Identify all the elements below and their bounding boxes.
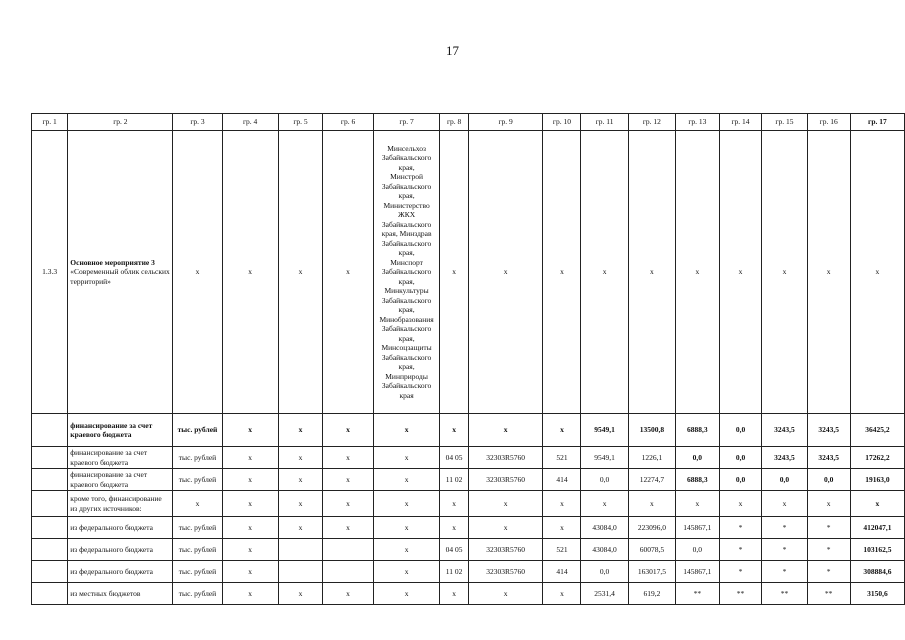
value-cell: х (440, 491, 468, 517)
value-cell: х (468, 517, 543, 539)
value-cell: х (581, 491, 628, 517)
value-cell: х (222, 447, 278, 469)
value-cell: 32303R5760 (468, 469, 543, 491)
row-number (32, 539, 68, 561)
value-cell: * (762, 561, 807, 583)
row-number (32, 517, 68, 539)
value-cell: ** (676, 583, 720, 605)
row-number: 1.3.3 (32, 131, 68, 414)
value-cell: 0,0 (719, 469, 762, 491)
value-cell: 6888,3 (676, 414, 720, 447)
row-number (32, 561, 68, 583)
value-cell: 412047,1 (850, 517, 904, 539)
value-cell: 163017,5 (628, 561, 675, 583)
row-number (32, 583, 68, 605)
value-cell: 9549,1 (581, 414, 628, 447)
financing-row (32, 539, 905, 561)
value-cell: 32303R5760 (468, 561, 543, 583)
value-cell: х (323, 447, 373, 469)
activity-name (68, 131, 173, 414)
value-cell: х (543, 583, 581, 605)
main-activity-row (32, 131, 905, 414)
financing-row (32, 491, 905, 517)
unit-cell: тыс. рублей (173, 539, 222, 561)
value-cell: х (222, 583, 278, 605)
cell: х (807, 131, 850, 414)
header-cell: гр. 2 (68, 114, 173, 131)
financing-row (32, 414, 905, 447)
unit-cell: тыс. рублей (173, 447, 222, 469)
value-cell: х (373, 447, 440, 469)
value-cell: ** (762, 583, 807, 605)
value-cell: * (807, 539, 850, 561)
value-cell: 0,0 (807, 469, 850, 491)
unit-cell: тыс. рублей (173, 414, 222, 447)
value-cell: х (222, 414, 278, 447)
value-cell: 308884,6 (850, 561, 904, 583)
value-cell: х (440, 414, 468, 447)
value-cell: 521 (543, 447, 581, 469)
header-cell: гр. 14 (719, 114, 762, 131)
unit-cell: тыс. рублей (173, 469, 222, 491)
row-label: финансирование за счет краевого бюджета (68, 469, 173, 491)
value-cell: 3243,5 (762, 447, 807, 469)
unit-cell: х (173, 491, 222, 517)
activity-title: Основное мероприятие 3 (70, 257, 155, 267)
cell: х (676, 131, 720, 414)
header-cell: гр. 11 (581, 114, 628, 131)
value-cell: * (807, 561, 850, 583)
value-cell: х (373, 491, 440, 517)
cell: х (762, 131, 807, 414)
value-cell: * (719, 539, 762, 561)
value-cell: 32303R5760 (468, 447, 543, 469)
header-cell: гр. 3 (173, 114, 222, 131)
value-cell: 9549,1 (581, 447, 628, 469)
value-cell: 12274,7 (628, 469, 675, 491)
value-cell: х (278, 469, 323, 491)
value-cell: 2531,4 (581, 583, 628, 605)
header-cell: гр. 7 (373, 114, 440, 131)
value-cell: * (807, 517, 850, 539)
row-label: кроме того, финансирование из других источников: (68, 491, 173, 517)
value-cell: 11 02 (440, 469, 468, 491)
header-cell: гр. 15 (762, 114, 807, 131)
value-cell: 0,0 (719, 414, 762, 447)
header-cell: гр. 9 (468, 114, 543, 131)
executors-cell: Минсельхоз Забайкальского края, Минстрой Забайкальского края, Министерство ЖКХ Забайкальского края, Минздрав Забайкальского края, Минспорт Забайкальского края, Минкультуры Забайкальского края, Минобразования Забайкальского края, Минсоцзащиты Забайкальского края, Минприроды Забайкальского края (373, 131, 440, 414)
value-cell: х (543, 414, 581, 447)
value-cell: х (278, 447, 323, 469)
value-cell: 36425,2 (850, 414, 904, 447)
value-cell: х (762, 491, 807, 517)
cell: х (222, 131, 278, 414)
value-cell: х (373, 414, 440, 447)
value-cell: х (278, 491, 323, 517)
row-number (32, 447, 68, 469)
row-label: из федерального бюджета (68, 561, 173, 583)
value-cell (278, 539, 323, 561)
financing-row (32, 561, 905, 583)
value-cell: 04 05 (440, 539, 468, 561)
value-cell: х (278, 414, 323, 447)
value-cell: х (323, 491, 373, 517)
value-cell: 0,0 (762, 469, 807, 491)
financing-row (32, 583, 905, 605)
row-number (32, 414, 68, 447)
header-cell: гр. 12 (628, 114, 675, 131)
value-cell: 619,2 (628, 583, 675, 605)
program-table (31, 113, 905, 605)
value-cell: 145867,1 (676, 561, 720, 583)
cell: х (468, 131, 543, 414)
header-cell: гр. 17 (850, 114, 904, 131)
value-cell: х (543, 491, 581, 517)
value-cell: х (373, 469, 440, 491)
header-cell: гр. 1 (32, 114, 68, 131)
row-label: из местных бюджетов (68, 583, 173, 605)
value-cell: х (373, 583, 440, 605)
cell: х (581, 131, 628, 414)
value-cell: х (323, 414, 373, 447)
row-number (32, 469, 68, 491)
header-cell: гр. 10 (543, 114, 581, 131)
value-cell: 0,0 (676, 447, 720, 469)
value-cell: 6888,3 (676, 469, 720, 491)
value-cell (323, 561, 373, 583)
cell: х (543, 131, 581, 414)
value-cell: х (323, 517, 373, 539)
header-cell: гр. 4 (222, 114, 278, 131)
row-number (32, 491, 68, 517)
header-cell: гр. 6 (323, 114, 373, 131)
value-cell: 3243,5 (807, 414, 850, 447)
value-cell: х (323, 469, 373, 491)
value-cell: х (278, 583, 323, 605)
activity-subtitle: «Современный облик сельских территорий» (70, 267, 170, 286)
row-label: финансирование за счет краевого бюджета (68, 447, 173, 469)
value-cell: 60078,5 (628, 539, 675, 561)
financing-row (32, 469, 905, 491)
value-cell: 11 02 (440, 561, 468, 583)
value-cell: ** (719, 583, 762, 605)
value-cell: х (323, 583, 373, 605)
unit-cell: тыс. рублей (173, 583, 222, 605)
cell: х (173, 131, 222, 414)
value-cell: 1226,1 (628, 447, 675, 469)
value-cell: * (719, 517, 762, 539)
value-cell: 521 (543, 539, 581, 561)
value-cell: 103162,5 (850, 539, 904, 561)
value-cell: х (440, 517, 468, 539)
row-label: из федерального бюджета (68, 517, 173, 539)
value-cell: * (762, 517, 807, 539)
value-cell: 32303R5760 (468, 539, 543, 561)
value-cell: х (373, 561, 440, 583)
value-cell: х (222, 517, 278, 539)
header-cell: гр. 5 (278, 114, 323, 131)
value-cell (323, 539, 373, 561)
value-cell (278, 561, 323, 583)
value-cell: х (440, 583, 468, 605)
header-cell: гр. 8 (440, 114, 468, 131)
value-cell: 145867,1 (676, 517, 720, 539)
value-cell: * (762, 539, 807, 561)
value-cell: 17262,2 (850, 447, 904, 469)
value-cell: х (628, 491, 675, 517)
value-cell: 3150,6 (850, 583, 904, 605)
cell: х (719, 131, 762, 414)
value-cell: х (850, 491, 904, 517)
cell: х (850, 131, 904, 414)
header-cell: гр. 13 (676, 114, 720, 131)
value-cell: 223096,0 (628, 517, 675, 539)
value-cell: 13500,8 (628, 414, 675, 447)
header-cell: гр. 16 (807, 114, 850, 131)
row-label: финансирование за счет краевого бюджета (68, 414, 173, 447)
value-cell: х (468, 491, 543, 517)
unit-cell: тыс. рублей (173, 517, 222, 539)
value-cell: х (373, 539, 440, 561)
unit-cell: тыс. рублей (173, 561, 222, 583)
value-cell: х (222, 469, 278, 491)
value-cell: 19163,0 (850, 469, 904, 491)
value-cell: х (468, 583, 543, 605)
value-cell: х (222, 491, 278, 517)
value-cell: 0,0 (581, 561, 628, 583)
value-cell: х (222, 539, 278, 561)
value-cell: х (719, 491, 762, 517)
value-cell: * (719, 561, 762, 583)
value-cell: х (807, 491, 850, 517)
value-cell: ** (807, 583, 850, 605)
value-cell: 43084,0 (581, 539, 628, 561)
header-row (32, 114, 905, 131)
value-cell: 414 (543, 469, 581, 491)
value-cell: х (373, 517, 440, 539)
value-cell: х (468, 414, 543, 447)
value-cell: 3243,5 (807, 447, 850, 469)
page-number: 17 (446, 43, 459, 58)
value-cell: 04 05 (440, 447, 468, 469)
value-cell: 0,0 (676, 539, 720, 561)
cell: х (278, 131, 323, 414)
value-cell: х (222, 561, 278, 583)
value-cell: х (278, 517, 323, 539)
financing-row (32, 447, 905, 469)
cell: х (323, 131, 373, 414)
value-cell: 0,0 (581, 469, 628, 491)
value-cell: 43084,0 (581, 517, 628, 539)
cell: х (440, 131, 468, 414)
financing-row (32, 517, 905, 539)
value-cell: х (676, 491, 720, 517)
value-cell: 414 (543, 561, 581, 583)
value-cell: х (543, 517, 581, 539)
cell: х (628, 131, 675, 414)
value-cell: 3243,5 (762, 414, 807, 447)
row-label: из федерального бюджета (68, 539, 173, 561)
value-cell: 0,0 (719, 447, 762, 469)
